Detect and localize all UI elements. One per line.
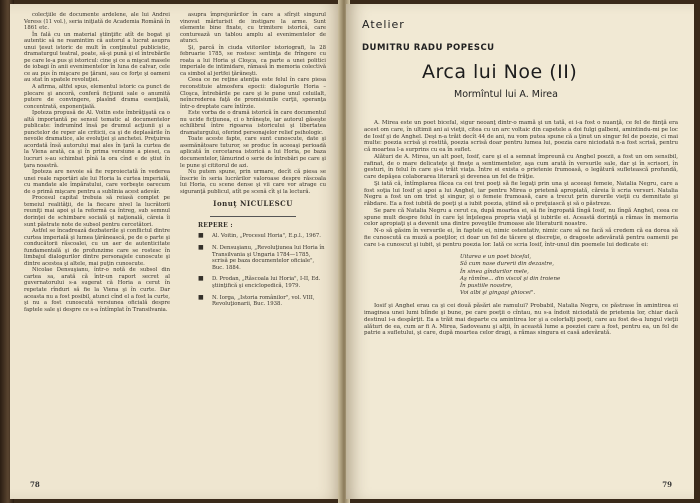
left-column-2 — [180, 12, 326, 313]
right-page — [346, 4, 694, 499]
article-author: DUMITRU RADU POPESCU — [362, 43, 495, 53]
bullet-icon: ■ — [198, 293, 204, 301]
paragraph: În fală cu un material ştiinţific atît de bogat şi autentic să ne reamintim că autorul a lucrat asupra unui ţesut istoric de mult în conţinutul publicistic, dramaturgul teatral, poate, să-şi pună şi el întrebările pe care le-a pus şi istoricul: cine şi ce a mişcat masele de iobagi în anii evenimentelor în luna de calvar, cele ce au pus în mişcare pe ţărani, sau ce forţe şi oameni au stat în spatele revoluţiei. — [24, 31, 170, 84]
paragraph: Iosif şi Anghel erau ca şi cei două păsări ale ramului? Probabil, Natalia Negru, ce păstrase în amintirea ei imaginea unei lumi blînde şi bune, pe care poeţii o cîntau, nu s-a îndoit niciodată de prietenia lor, chiar dacă destinul i-a despărţit. Ea a trăit mai departe cu amintirea lor şi a celorlalţi poeţi, care au fost de-a lungul vieţii alături de ea, cum ar fi A. Mirea, Sadoveanu şi alţii, în această lume a poeziei care a fost, pentru ea, un fel de patrie a sufletului, şi care, după moartea celor dragi, a rămas singura ei casă adevărată. — [364, 303, 678, 337]
reference-text: N. Iorga, „Istoria românilor", vol. VIII, Revoluţionarii, Buc. 1938. — [212, 294, 315, 308]
paragraph: asupra împrejurărilor în care a sfîrşit singurul vinovat mărturisit de instigare la arme. Sunt elemente bine fixate, cu trimitere istorică, care conturează un tablou amplu al evenimentelor de atunci. — [180, 12, 326, 45]
left-column-1 — [24, 12, 170, 313]
paragraph: Şi, parcă în ciuda viitorilor istoriografi, la 28 februarie 1785, se rostesc sentinţa de frîngere cu roata a lui Horia şi Cloşca, ca parte a unei politici imperiale de intimidare, rămasă în memoria colectivă ca simbol al jertfei ţărăneşti. — [180, 44, 326, 77]
poem-quote — [460, 254, 678, 297]
paragraph: Toate aceste fapte, care sunt cunoscute, date şi asemănătoare tuturor, se produc în aceeaşi perioadă aplicată în cercetarea istorică a lui Horia, pe baza documentelor, lămurind o serie de întrebări pe care şi le pune şi cititorul de azi. — [180, 136, 326, 169]
reference-text: D. Prodan, „Răscoala lui Horia", I-II, Ed. ştiinţifică şi enciclopedică, 1979. — [212, 276, 321, 289]
bullet-icon: ■ — [198, 232, 204, 240]
references-title: REPERE : — [198, 221, 233, 229]
verse-line: În pustiile noastre, — [460, 283, 513, 290]
article-body — [364, 120, 678, 337]
page-number-right: 79 — [662, 480, 672, 489]
paragraph: A. Mirea este un poet bicefal, sigur neoanţ dintr-o mamă şi un tată, ei i-a fost o nuanţă, ce fel de fiinţă era acest om care, în ultimii ani ai vieţii, citea cu un arc voltaic din capetele a doi fulgi galbeni, amintindu-mi pe loc de Iosif şi de Anghel. Deşi n-a trăit decît 44 de ani, nu vom putea spune că a ţinut un singur fel de poezie, ci mai multe: poezia scrisă şi rostită, poezia scrisă doar pentru lumea lui, poezia care niciodată n-a fost scrisă, pentru că moartea l-a surprins cu ea în suflet. — [364, 120, 678, 153]
left-page — [10, 4, 342, 499]
reference-item — [180, 276, 326, 289]
verse-line: În sinea gîndurilor mele, — [460, 268, 529, 275]
paragraph: Este vorba de o dramă istorică în care documentul nu ucide ficţiunea, ci o hrăneşte, iar autorul găseşte echilibrul între rigoarea istoricului şi libertatea dramaturgului, oferind personajelor relief psihologic. — [180, 110, 326, 136]
verse-line: Uitarea e un poet bicefal, — [460, 254, 532, 261]
verse-line: Aş rămîne... din viscol şi din troiene — [460, 275, 561, 282]
paragraph: Alături de A. Mirea, un alt poet, Iosif, care şi el a semnat împreună cu Anghel poezii, a fost un om sensibil, rafinat, de o mare delicateţe şi fineţe a sentimentelor, aşa cum arată în versurile sale, dar şi în scrisori, în gesturi, în felul în care şi-a trăit viaţa. Între ei exista o prietenie frumoasă, o legătură sufletească profundă, care depăşea colaborarea literară şi devenea un fel de frăţie. — [364, 153, 678, 180]
bullet-icon: ■ — [198, 244, 204, 251]
verse-line: Voi albi şi gingaşi ghiocei". — [460, 290, 536, 297]
paragraph: Ipoteza are nevoie să fie reproiectată în vederea unei reale raportări ale lui Horia la curtea imperială, cu mandate ale împăratului, care vorbeşte oarecum de o primă mişcare pentru a sublinia acest adevăr. — [24, 169, 170, 195]
reference-text: Al. Voitin, „Procesul Horia", E.p.l., 1967. — [212, 233, 321, 240]
paragraph: Ceea ce ne reţine atenţia este felul în care piesa reconstituie atmosfera epocii: dialogurile Horia – Cloşca, întrebările pe care şi le pune unul celuilalt, neîncrederea faţă de promisiunile curţii, speranţa într-o dreptate care întîrzie. — [180, 77, 326, 110]
bullet-icon: ■ — [198, 275, 204, 283]
paragraph: colecţiile de documente ardelene, ale lui Andrei Veress (11 vol.), seria iniţiată de Academia Română în 1861 etc. — [24, 12, 170, 32]
paragraph: Astfel se încadrează dezbaterile şi conflictul dintre curtea imperială şi lumea ţărănească, pe de o parte şi conducătorii răscoalei, cu un aer de autenticitate fundamentală şi de profunzime care se rostesc în limbajul dialogurilor dintre personajele cunoscute şi dintre acestea şi altele, mai puţin cunoscute. — [24, 228, 170, 267]
verse-line: Să cum nase durerii din dezastre, — [460, 261, 555, 268]
article-signature: Ionuţ NICULESCU — [213, 199, 293, 209]
reference-item — [180, 295, 326, 308]
article-header — [362, 18, 674, 100]
paragraph: Ipoteza propusă de Al. Voitin este îmbrăţişată ca o altă importantă pe sensul tematic al documentelor publicate: îndrumînd însă pe drumul acţiunii şi a punctelor de reper ale criticii, ca şi de deplasările în nevoile dramatice, ale evoluţiei şi anchetei. Preţuirea acordată însă autorului mai ales în ţară la curtea de la Viena arată, ca şi în prima versiune a piesei, ca lucruri s-au schimbat pînă la ora cînd e de ştiut în ţara noastră. — [24, 110, 170, 169]
paragraph: Procesul capital trebuia să reiasă complet pe temeiul realităţii, de la fiecare nivel la lucrătorii reuniţi mai apoi şi la reformă ca întreg, sub semnul dorinţei de schimbare socială şi naţională, căreia îi sunt păstrate note de subsol pentru cercetători. — [24, 195, 170, 228]
paragraph: N-o să găsim în versurile ei, în faptele ei, nimic ostentativ, nimic care să ne facă să credem că ea dorea să fie cunoscută ca muză a poeţilor, ci doar un fel de tăcere şi discreţie, o dragoste adevărată pentru oamenii pe care i-a cunoscut şi iubit, şi pentru poezia lor. Iată ce scria Iosif, într-unul din poemele lui dedicate ei: — [364, 228, 678, 248]
paragraph: Nu putem spune, prin urmare, decît că piesa se înscrie în seria lucrărilor valoroase despre răscoala lui Horia, cu scene dense şi vii care vor atrage cu siguranţă publicul, atît pe scenă cît şi la lectură. — [180, 169, 326, 195]
paragraph: Şi iată că, întîmplarea făcea ca cei trei poeţi să fie legaţi prin una şi aceeaşi femeie, Natalia Negru, care a fost soţia lui Iosif şi apoi a lui Anghel, iar pentru Mirea o prietenă apropiată, căreia îi scria versuri. Natalia Negru a fost un om trist şi singur, şi o femeie frumoasă, care a trecut prin durerile vieţii cu demnitate şi răbdare. Ea a fost iubită de poeţi şi a iubit poezia, ştiind să o preţuiască şi să o păstreze. — [364, 180, 678, 207]
paragraph: Se pare că Natalia Negru a cerut ca, după moartea ei, să fie îngropată lîngă Iosif, nu lîngă Anghel, ceea ce spune mult despre felul în care îşi înţelegea propria viaţă şi iubirile ei. Această dorinţă a rămas în memoria celor apropiaţi şi a devenit una dintre poveştile frumoase ale literaturii noastre. — [364, 207, 678, 228]
reference-text: N. Densuşianu, „Revoluţiunea lui Horia în Transilvania şi Ungaria 1784—1785, scrisă pe baza documentelor oficiale", Buc. 1884. — [212, 245, 325, 271]
article-subtitle: Mormîntul lui A. Mirea — [454, 89, 558, 100]
paragraph: Nicolae Densuşianu, într-o notă de subsol din cartea sa, arată că într-un raport secret al guvernatorului s-a sugerat că Horia a cerut în repetate rînduri să fie la Viena şi în curte. Dar aceasta nu a fost posibil, atunci cînd el a fost la curte, şi nu a fost cunoscută versiunea oficială despre faptele sale şi despre ce s-a întîmplat în Transilvania. — [24, 267, 170, 313]
article-title: Arca lui Noe (II) — [422, 61, 578, 83]
page-number-left: 78 — [30, 480, 40, 489]
reference-item — [180, 245, 326, 271]
paragraph: A afirma, altfel spus, elementul istoric ca punct de plecare şi ancoră, conferă ficţiunii sale o anumită putere de convingere, plasînd drama esenţială, concentrată, exponenţială. — [24, 84, 170, 110]
reference-item — [180, 233, 326, 240]
section-label: Atelier — [362, 18, 405, 31]
divider — [210, 216, 296, 217]
